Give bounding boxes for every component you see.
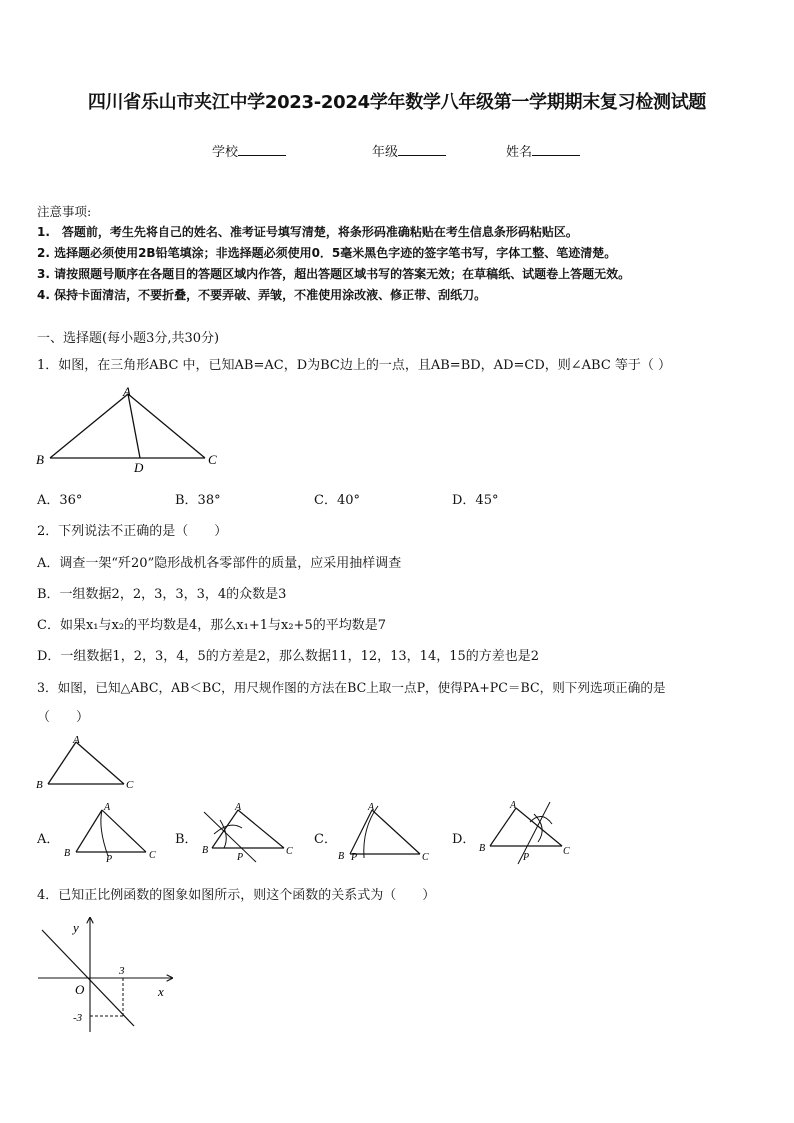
q3-label-b: B bbox=[36, 779, 43, 791]
name-label: 姓名 bbox=[506, 145, 533, 160]
q2-option-a[interactable]: A．调查一架“歼20”隐形战机各零部件的质量，应采用抽样调查 bbox=[37, 556, 402, 571]
q3-label-a: A bbox=[73, 734, 80, 746]
q2-option-c[interactable]: C．如果x₁与x₂的平均数是4，那么x₁+1与x₂+5的平均数是7 bbox=[37, 618, 386, 633]
q3c-label-a: A bbox=[368, 802, 375, 813]
question-3-text: 3．如图，已知△ABC，AB＜BC，用尺规作图的方法在BC上取一点P，使得PA+PC＝BC，则下列选项正确的是 bbox=[37, 680, 666, 695]
q1-label-c: C bbox=[208, 452, 217, 467]
q3b-label-c: C bbox=[286, 846, 293, 857]
name-field[interactable] bbox=[506, 141, 580, 160]
q1-option-d[interactable]: D．45° bbox=[452, 493, 499, 508]
q3d-label-b: B bbox=[479, 843, 486, 854]
q1-option-a[interactable]: A．36° bbox=[37, 493, 83, 508]
q3-option-b-label[interactable]: B． bbox=[175, 832, 198, 847]
q3d-label-a: A bbox=[510, 800, 517, 811]
q3b-label-a: A bbox=[235, 802, 242, 813]
q3a-label-p: P bbox=[106, 854, 113, 865]
q3-label-c: C bbox=[126, 779, 134, 791]
q3-option-d-figure[interactable] bbox=[470, 796, 585, 866]
q3d-label-p: P bbox=[523, 852, 530, 863]
q1-triangle-figure bbox=[30, 382, 230, 477]
y-axis-label: y bbox=[73, 920, 79, 935]
q3b-label-b: B bbox=[202, 845, 209, 856]
school-label: 学校 bbox=[212, 145, 239, 160]
notice-item: 2. 选择题必须使用2B铅笔填涂；非选择题必须使用0．5毫米黑色字迹的签字笔书写，字体工整、笔迹清楚。 bbox=[37, 246, 617, 260]
q4-function-graph bbox=[30, 912, 180, 1037]
q3-option-d-label[interactable]: D． bbox=[452, 832, 476, 847]
q3b-label-p: P bbox=[237, 852, 244, 863]
q1-option-b[interactable]: B．38° bbox=[175, 493, 221, 508]
q3-option-b-figure[interactable] bbox=[194, 798, 304, 866]
q3a-label-c: C bbox=[149, 850, 156, 861]
q1-label-b: B bbox=[36, 452, 44, 467]
origin-label: O bbox=[75, 982, 85, 997]
q1-label-a: A bbox=[123, 384, 131, 399]
q1-option-c[interactable]: C．40° bbox=[314, 493, 360, 508]
q2-option-d[interactable]: D．一组数据1，2，3，4，5的方差是2，那么数据11，12，13，14，15的方差也是2 bbox=[37, 649, 540, 664]
q3-option-c-figure[interactable] bbox=[334, 798, 444, 866]
q3a-label-b: B bbox=[64, 848, 71, 859]
notice-item: 4. 保持卡面清洁，不要折叠，不要弄破、弄皱，不准使用涂改液、修正带、刮纸刀。 bbox=[37, 288, 487, 302]
q3a-label-a: A bbox=[104, 802, 111, 813]
grade-field[interactable] bbox=[372, 141, 446, 160]
question-2-text: 2．下列说法不正确的是（ ） bbox=[37, 524, 228, 539]
q1-label-d: D bbox=[134, 460, 144, 475]
q3c-label-b: B bbox=[338, 851, 345, 862]
q3-option-a-label[interactable]: A． bbox=[37, 832, 60, 847]
q3d-label-c: C bbox=[563, 846, 570, 857]
notice-heading: 注意事项: bbox=[37, 204, 92, 219]
page-title: 四川省乐山市夹江中学2023-2024学年数学八年级第一学期期末复习检测试题 bbox=[87, 92, 707, 113]
q3c-label-p: P bbox=[351, 852, 358, 863]
school-field[interactable] bbox=[212, 141, 286, 160]
q3-main-triangle bbox=[30, 730, 140, 795]
q3-option-c-label[interactable]: C． bbox=[314, 832, 337, 847]
q3-option-a-figure[interactable] bbox=[58, 798, 168, 866]
q2-option-b[interactable]: B．一组数据2，2，3，3，3，4的众数是3 bbox=[37, 587, 287, 602]
grade-label: 年级 bbox=[372, 145, 399, 160]
x-axis-label: x bbox=[158, 984, 164, 999]
question-1-text: 1．如图，在三角形ABC 中，已知AB=AC，D为BC边上的一点，且AB=BD，AD=CD，则∠ABC 等于（ ） bbox=[37, 358, 672, 373]
notice-item: 1. 答题前，考生先将自己的姓名、准考证号填写清楚，将条形码准确粘贴在考生信息条形码粘贴区。 bbox=[37, 225, 578, 239]
question-4-text: 4．已知正比例函数的图象如图所示，则这个函数的关系式为（ ） bbox=[37, 888, 436, 903]
y-tick-label: -3 bbox=[73, 1012, 83, 1024]
q3c-label-c: C bbox=[422, 852, 429, 863]
section-heading: 一、选择题(每小题3分,共30分) bbox=[37, 331, 220, 346]
notice-item: 3. 请按照题号顺序在各题目的答题区域内作答，超出答题区域书写的答案无效；在草稿纸、试题卷上答题无效。 bbox=[37, 267, 631, 281]
question-3-text-cont: （ ） bbox=[37, 710, 90, 725]
x-tick-label: 3 bbox=[119, 965, 125, 977]
